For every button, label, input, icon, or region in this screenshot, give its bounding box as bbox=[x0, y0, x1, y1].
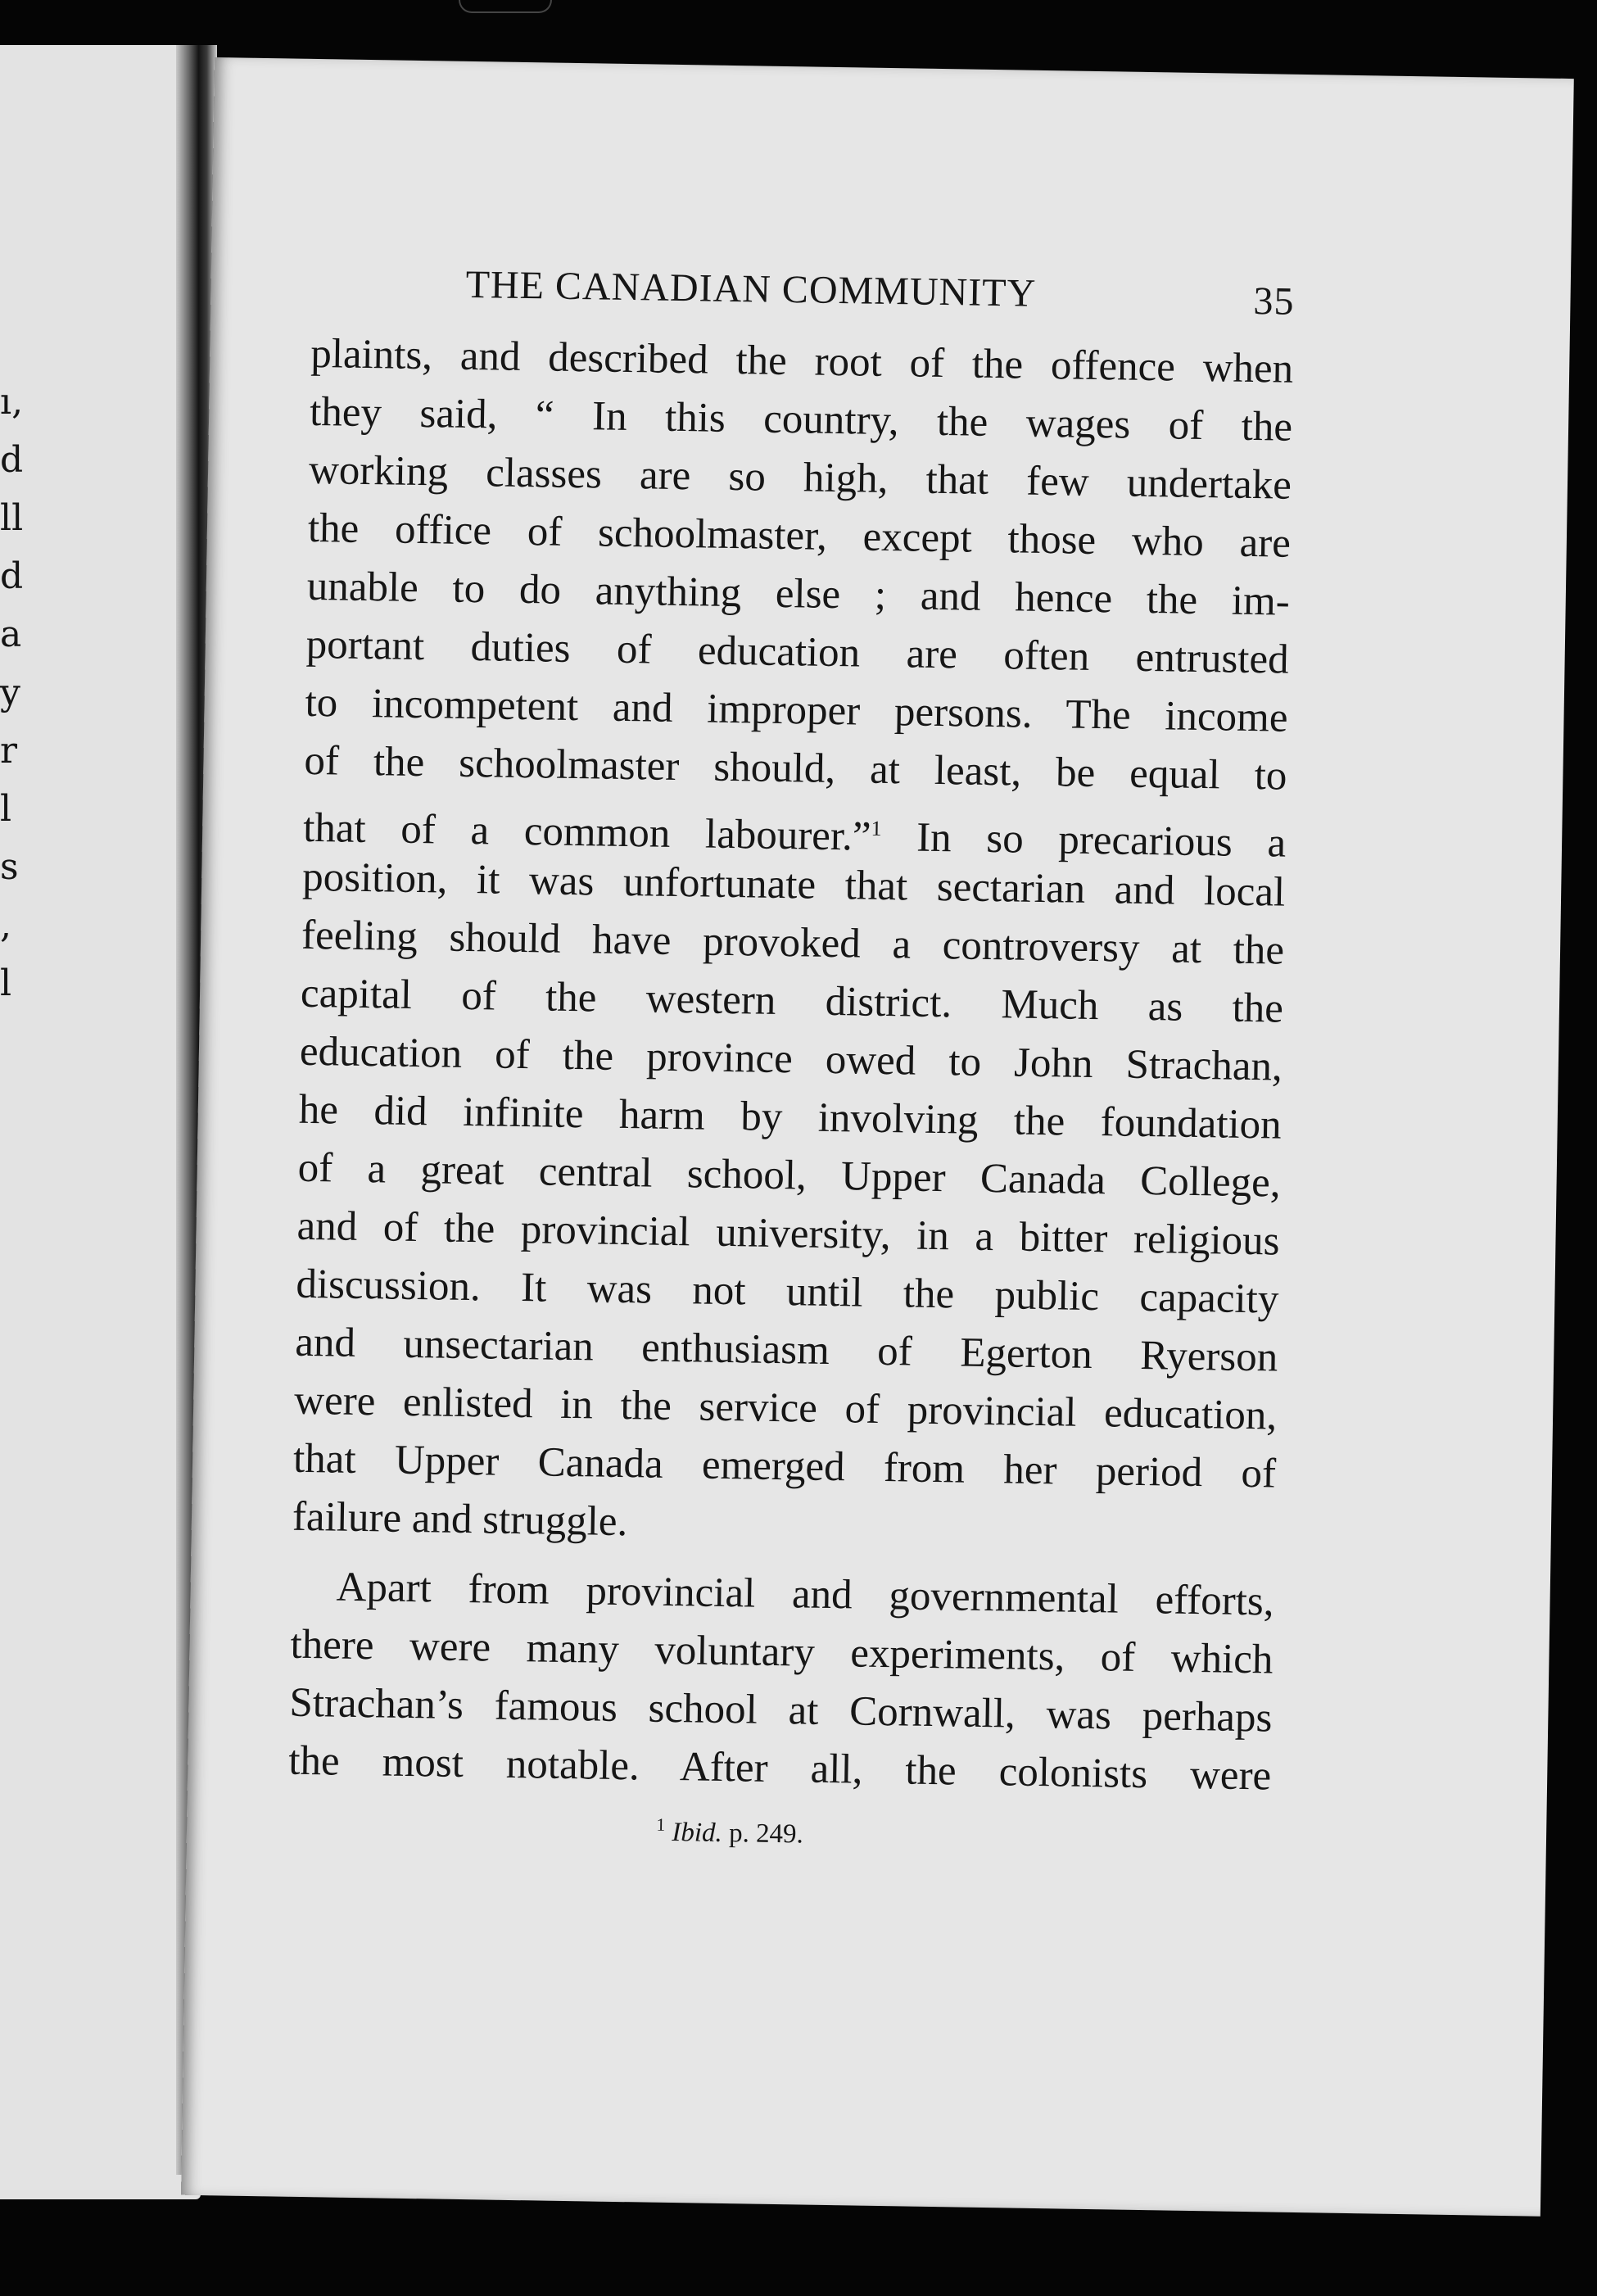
text-line: the most notable. After all, the colonists were bbox=[287, 1737, 1272, 1800]
text-line: Strachan’s famous school at Cornwall, was perhaps bbox=[289, 1679, 1273, 1741]
text-line: failure and struggle. bbox=[292, 1493, 628, 1546]
footnote-reference: 1 bbox=[871, 816, 882, 840]
text-line: the office of schoolmaster, except those who are bbox=[307, 505, 1292, 567]
footnote bbox=[287, 1809, 1270, 1858]
text-line: and of the provincial university, in a bitter religious bbox=[296, 1202, 1280, 1265]
paragraph-1 bbox=[292, 325, 1293, 1562]
text-line: of a great central school, Upper Canada College, bbox=[297, 1144, 1282, 1207]
left-fragment: s bbox=[0, 846, 19, 888]
page-number: 35 bbox=[1253, 279, 1295, 324]
text-line: and unsectarian enthusiasm of Egerton Ryerson bbox=[294, 1319, 1278, 1381]
text-line: discussion. It was not until the public capacity bbox=[296, 1261, 1279, 1323]
left-fragment: l bbox=[0, 962, 12, 1004]
left-fragment: d bbox=[0, 439, 24, 481]
text-line: there were many voluntary experiments, of which bbox=[290, 1621, 1274, 1683]
text-line: he did infinite harm by involving the foundation bbox=[298, 1086, 1283, 1148]
footnote-marker: 1 bbox=[656, 1814, 666, 1835]
text-line: they said, “ In this country, the wages of the bbox=[309, 388, 1293, 451]
text-line: Apart from provincial and governmental efforts, bbox=[336, 1564, 1274, 1625]
left-page-text-fragments bbox=[0, 373, 25, 1012]
text-line: position, it was unfortunate that sectarian and local bbox=[301, 854, 1286, 916]
left-fragment: ı, bbox=[0, 381, 24, 423]
page-text-block bbox=[287, 260, 1295, 1858]
text-line: of the schoolmaster should, at least, be equal to bbox=[304, 737, 1287, 799]
left-fragment: d bbox=[0, 555, 24, 597]
left-page-fragment bbox=[0, 45, 201, 2199]
text-line: capital of the western district. Much as the bbox=[300, 970, 1284, 1032]
footnote-page: p. 249. bbox=[728, 1818, 804, 1850]
left-fragment: , bbox=[0, 904, 11, 946]
text-line: were enlisted in the service of provincial education, bbox=[293, 1377, 1278, 1439]
text-segment: that of a common labourer.” bbox=[302, 804, 871, 860]
text-segment: In so precarious a bbox=[916, 814, 1287, 867]
left-fragment: a bbox=[0, 614, 22, 655]
text-line: unable to do anything else ; and hence the im- bbox=[306, 563, 1291, 625]
text-line: portant duties of education are often entrusted bbox=[305, 621, 1290, 683]
text-line: education of the province owed to John Strachan, bbox=[299, 1028, 1283, 1090]
right-page bbox=[181, 57, 1574, 2217]
text-line: plaints, and described the root of the offence when bbox=[310, 330, 1294, 392]
left-fragment: y bbox=[0, 672, 20, 713]
left-fragment: l bbox=[0, 788, 12, 830]
text-line: that Upper Canada emerged from her period of bbox=[292, 1435, 1277, 1497]
text-line: to incompetent and improper persons. The income bbox=[305, 679, 1288, 741]
text-line: feeling should have provoked a controversy at the bbox=[301, 912, 1285, 974]
scan-top-mark bbox=[459, 0, 552, 13]
paragraph-2 bbox=[288, 1558, 1274, 1806]
running-head: THE CANADIAN COMMUNITY bbox=[465, 262, 1037, 315]
left-fragment: r bbox=[0, 730, 18, 772]
text-line: working classes are so high, that few undertake bbox=[308, 446, 1292, 509]
left-fragment: ll bbox=[0, 497, 24, 539]
footnote-title: Ibid. bbox=[672, 1818, 723, 1849]
